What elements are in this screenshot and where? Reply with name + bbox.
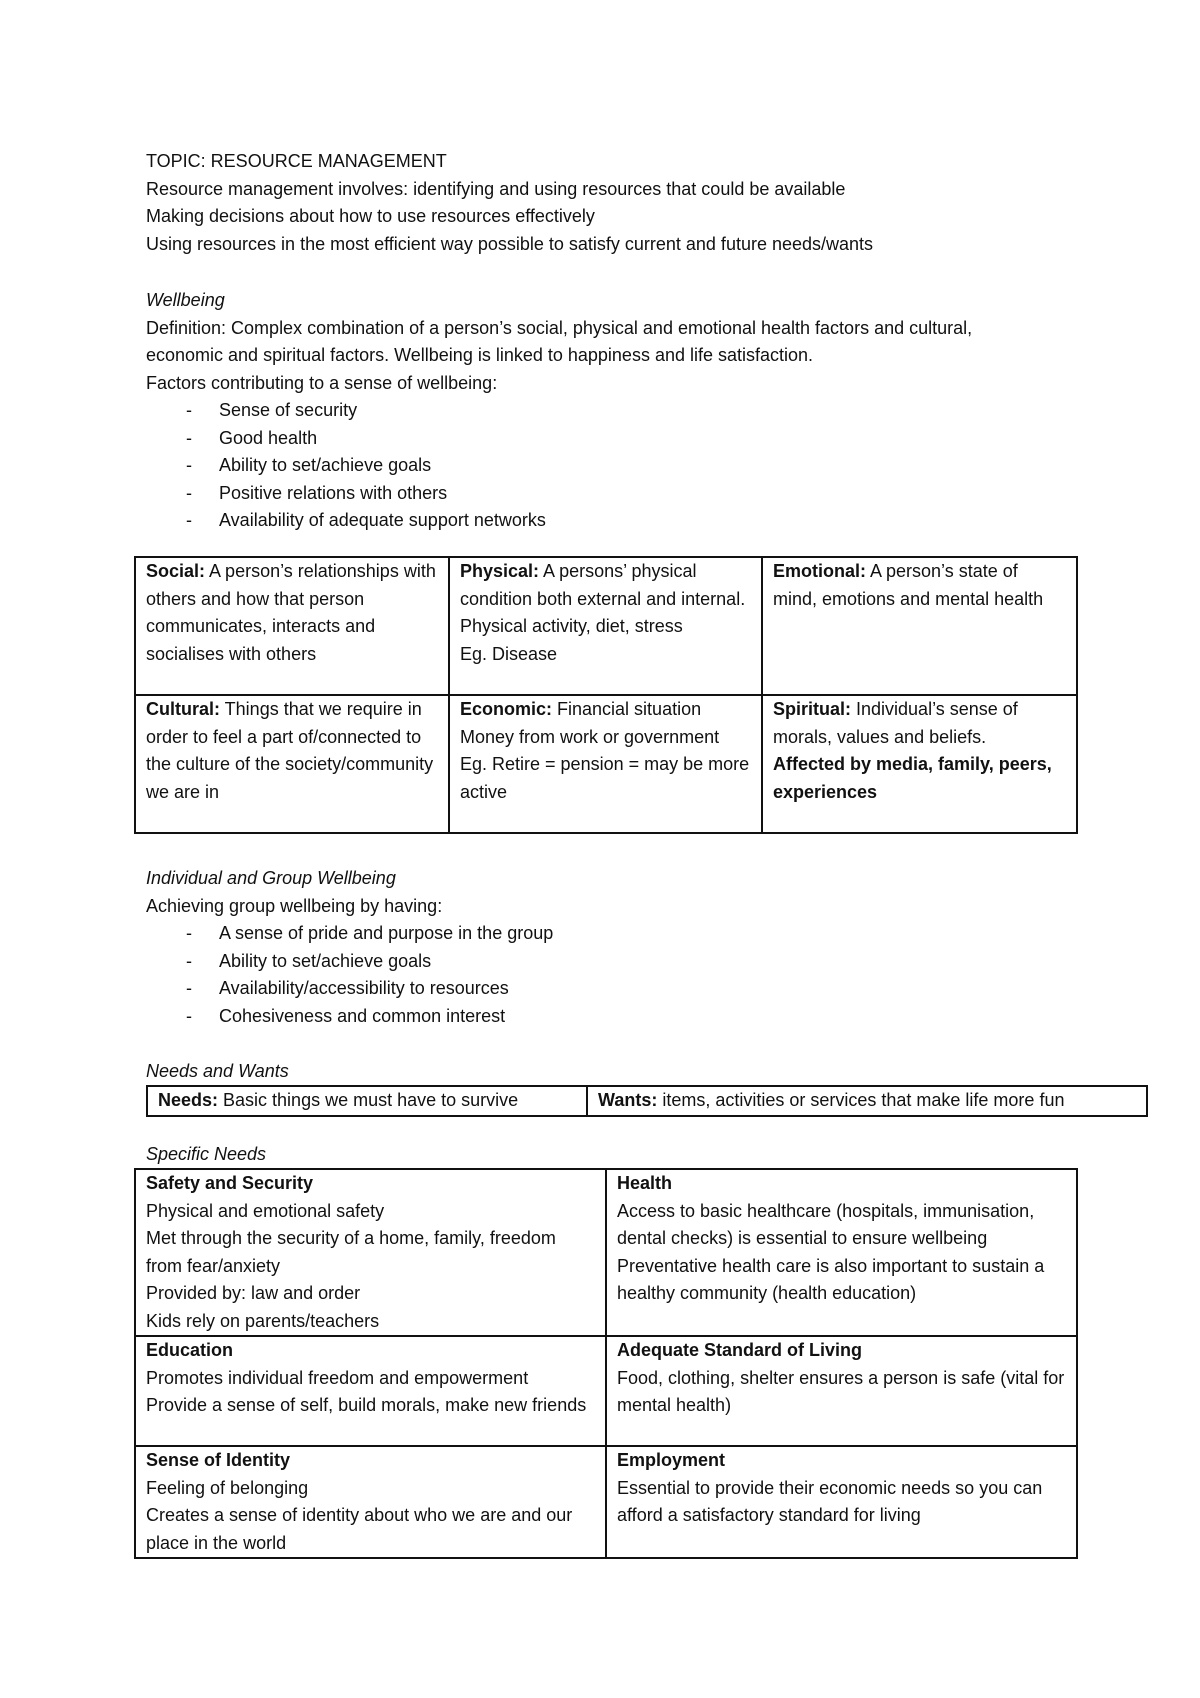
- list-item: - Cohesiveness and common interest: [146, 1003, 1046, 1031]
- intro-line: Making decisions about how to use resources effectively: [146, 206, 595, 226]
- list-item: - Good health: [146, 425, 1046, 453]
- specific-needs-heading: Specific Needs: [146, 1144, 267, 1164]
- dimension-cell-cultural: Cultural: Things that we require in order to feel a part of/connected to the culture of the society/community we are in: [135, 695, 449, 833]
- list-item: - Availability/accessibility to resources: [146, 975, 1046, 1003]
- intro-line: Resource management involves: identifying and using resources that could be available: [146, 178, 846, 199]
- factors-list: [146, 397, 1046, 535]
- group-intro: Achieving group wellbeing by having:: [146, 895, 443, 916]
- table-row: [135, 1169, 1077, 1336]
- wellbeing-section: [146, 287, 1046, 535]
- list-item: - Positive relations with others: [146, 480, 1046, 508]
- wellbeing-heading: Wellbeing: [146, 290, 225, 310]
- group-list: [146, 920, 1046, 1030]
- dimension-cell-social: Social: A person’s relationships with others and how that person communicates, interacts and socialises with others: [135, 557, 449, 695]
- definition-text: Complex combination of a person’s social, physical and emotional health factors and cultural, economic and spiritual factors. Wellbeing is linked to happiness and life satisfaction.: [146, 317, 973, 365]
- need-cell-employment: Employment Essential to provide their economic needs so you can afford a satisfactory standard for living: [606, 1446, 1077, 1558]
- dimension-cell-spiritual: Spiritual: Individual’s sense of morals, values and beliefs. Affected by media, family, peers, experiences: [762, 695, 1077, 833]
- table-row: [147, 1086, 1147, 1116]
- table-row: [135, 557, 1077, 695]
- wellbeing-dimensions-table: [134, 556, 1078, 834]
- list-item: - Ability to set/achieve goals: [146, 452, 1046, 480]
- dimension-cell-emotional: Emotional: A person’s state of mind, emotions and mental health: [762, 557, 1077, 695]
- need-cell-safety: Safety and Security Physical and emotional safety Met through the security of a home, family, freedom from fear/anxiety Provided by: law and order Kids rely on parents/teachers: [135, 1169, 606, 1336]
- need-cell-health: Health Access to basic healthcare (hospitals, immunisation, dental checks) is essential to ensure wellbeing Preventative health care is also important to sustain a healthy community (health education): [606, 1169, 1077, 1336]
- page-title: TOPIC: RESOURCE MANAGEMENT: [146, 151, 447, 171]
- definition-label: Definition:: [146, 317, 227, 338]
- table-row: [135, 1336, 1077, 1446]
- list-item: - A sense of pride and purpose in the group: [146, 920, 1046, 948]
- intro-line: Using resources in the most efficient way possible to satisfy current and future needs/wants: [146, 233, 874, 254]
- table-row: [135, 695, 1077, 833]
- wants-cell: Wants: items, activities or services that make life more fun: [587, 1086, 1147, 1116]
- needs-wants-table: [146, 1085, 1148, 1117]
- specific-needs-table: [134, 1168, 1078, 1559]
- needs-wants-heading: Needs and Wants: [146, 1061, 289, 1081]
- table-row: [135, 1446, 1077, 1558]
- need-cell-identity: Sense of Identity Feeling of belonging Creates a sense of identity about who we are and our place in the world: [135, 1446, 606, 1558]
- needs-cell: Needs: Basic things we must have to survive: [147, 1086, 587, 1116]
- group-wellbeing-section: [146, 865, 1046, 1030]
- list-item: - Ability to set/achieve goals: [146, 948, 1046, 976]
- list-item: - Sense of security: [146, 397, 1046, 425]
- dimension-cell-physical: Physical: A persons’ physical condition both external and internal. Physical activity, diet, stress Eg. Disease: [449, 557, 762, 695]
- need-cell-education: Education Promotes individual freedom and empowerment Provide a sense of self, build morals, make new friends: [135, 1336, 606, 1446]
- intro-section: [146, 148, 1046, 258]
- need-cell-standard-of-living: Adequate Standard of Living Food, clothing, shelter ensures a person is safe (vital for mental health): [606, 1336, 1077, 1446]
- dimension-cell-economic: Economic: Financial situation Money from work or government Eg. Retire = pension = may be more active: [449, 695, 762, 833]
- list-item: - Availability of adequate support networks: [146, 507, 1046, 535]
- wellbeing-definition: [146, 315, 1046, 370]
- group-heading: Individual and Group Wellbeing: [146, 868, 396, 888]
- factors-intro: Factors contributing to a sense of wellbeing:: [146, 372, 498, 393]
